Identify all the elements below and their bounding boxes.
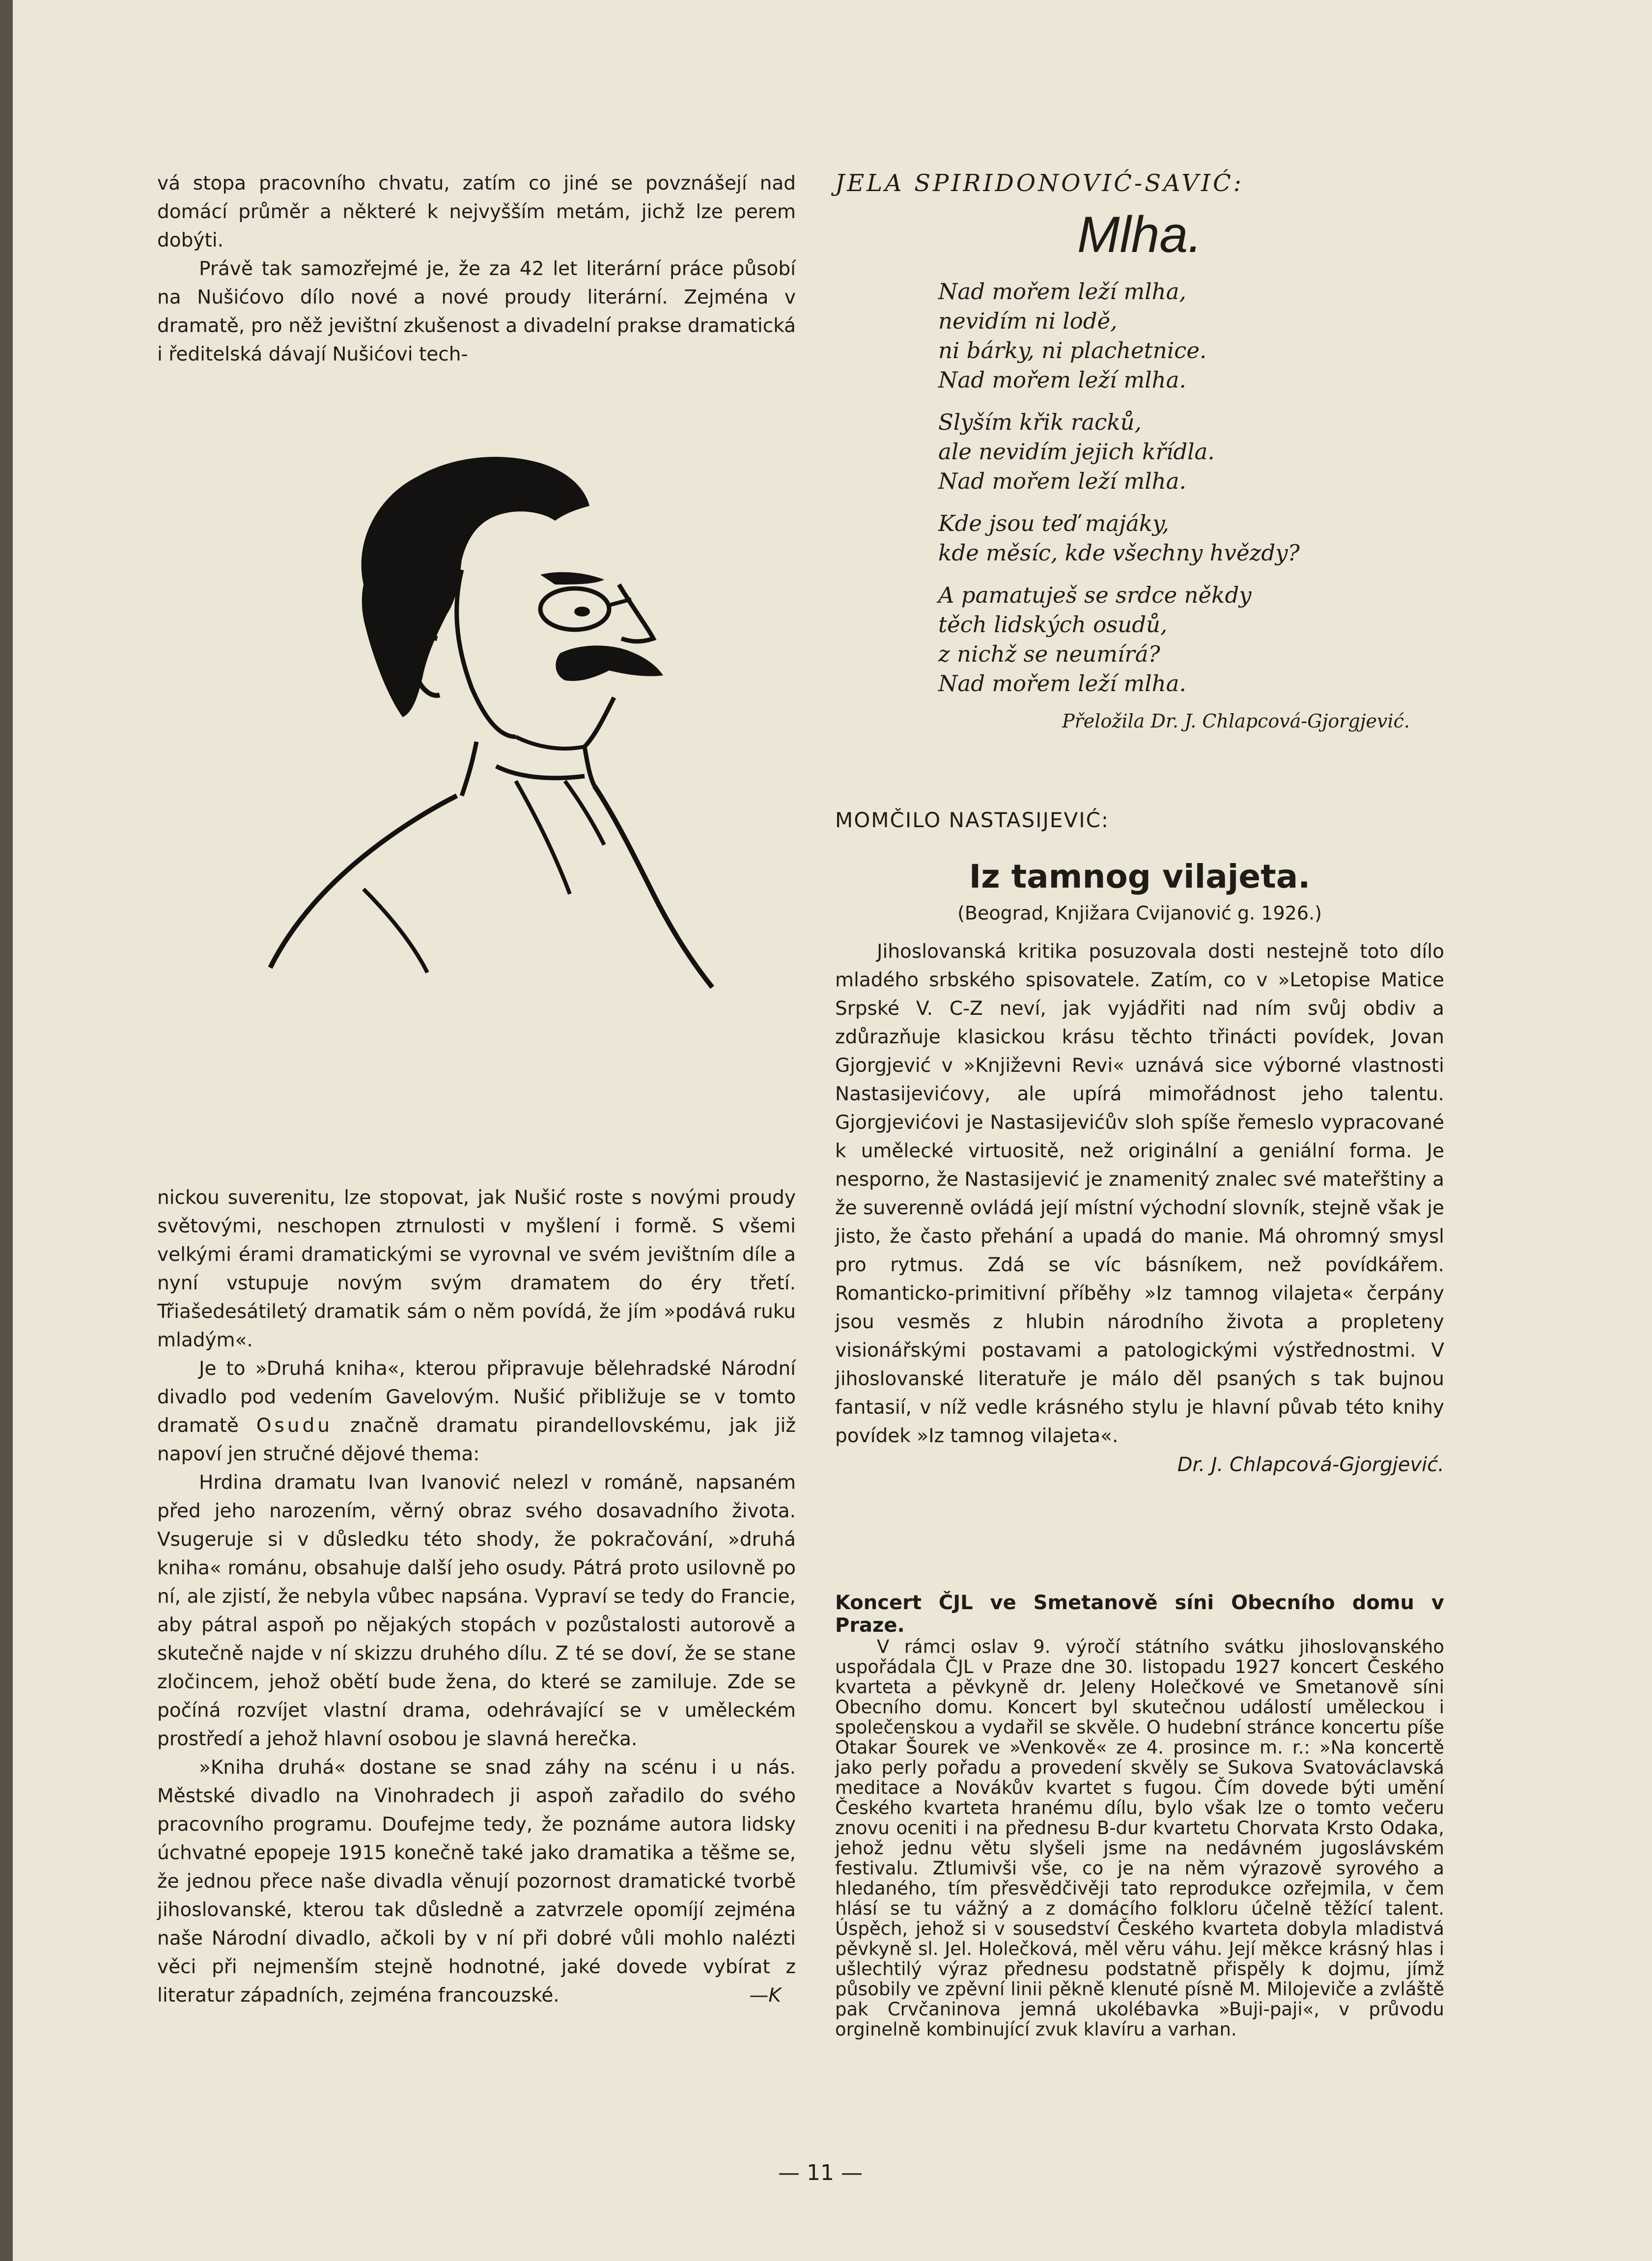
poem-stanza: [938, 408, 1444, 496]
nusic-article-bottom: [157, 1184, 796, 2010]
poem-line: Nad mořem leží mlha,: [938, 279, 1186, 305]
concert-title: Koncert ČJL ve Smetanově síni Obecního domu v Praze.: [835, 1591, 1444, 1637]
poem-author: JELA SPIRIDONOVIĆ-SAVIĆ:: [835, 169, 1244, 197]
poem-line: kde měsíc, kde všechny hvězdy?: [938, 540, 1300, 566]
poem-stanza: [938, 277, 1444, 395]
poem-body: [938, 277, 1444, 698]
poem-line: ale nevidím jejich křídla.: [938, 439, 1215, 465]
page-gutter: [0, 0, 13, 2261]
poem-stanza: [938, 509, 1444, 568]
poem-translator: Přeložila Dr. J. Chlapcová-Gjorgjević.: [1062, 710, 1410, 732]
poem-line: Nad mořem leží mlha.: [938, 468, 1186, 494]
poem-line: nevidím ni lodě,: [938, 308, 1118, 334]
paragraph: [157, 1355, 796, 1469]
nusic-portrait-illustration: [241, 422, 786, 1081]
poem-line: A pamatuješ se srdce někdy: [938, 582, 1252, 608]
poem-line: Nad mořem leží mlha.: [938, 367, 1186, 393]
review-signature: Dr. J. Chlapcová-Gjorgjević.: [1177, 1453, 1444, 1476]
concert-report-section: [835, 1591, 1444, 2039]
book-review-section: [835, 808, 1444, 1476]
review-publication: (Beograd, Knjižara Cvijanović g. 1926.): [957, 902, 1322, 924]
review-author: MOMČILO NASTASIJEVIĆ:: [835, 808, 1110, 832]
poem-line: z nichž se neumírá?: [938, 641, 1160, 667]
text-run: »Kniha druhá« dostane se snad záhy na scénu i u nás. Městské divadlo na Vinohradech ji aspoň zařadilo do svého pracovního programu. Doufejme tedy, že poznáme autora lidsky úchvatné epopeje 1915 konečně také jako dramatika a těšme se, že jednou přece naše divadla věnují pozornost dramatické tvorbě jihoslovanské, kterou tak důsledně a zatvrzele opomíjí zejména naše Národní divadlo, ačkoli by v ní při dobré vůli mohlo nalézti věci při nejmenším stejně hodnotné, jaké dovede vybírat z literatur západních, zejména francouzské.: [157, 1757, 796, 2007]
poem-line: ni bárky, ni plachetnice.: [938, 337, 1207, 363]
paragraph: Jihoslovanská kritika posuzovala dosti nestejně toto dílo mladého srbského spisovatele. Zatím, co v »Letopise Matice Srpské V. C-Z neví, jak vyjádřiti nad ním svůj obdiv a zdůrazňuje klasickou krásu těchto třinácti povídek, Jovan Gjorgjević v »Književni Revi« uznává sice výborné vlastnosti Nastasijevićovy, ale upírá mimořádnost jeho talentu. Gjorgjevićovi je Nastasijevićův sloh spíše řemeslo vypracované k umělecké virtuositě, než originální a geniální forma. Je nesporno, že Nastasijević je znamenitý znalec své mateřštiny a že suverenně ovládá její místní východní slovník, stejně však je jisto, že často přehání a upadá do manie. Má ohromný smysl pro rytmus. Zdá se víc básníkem, než povídkářem. Romanticko-primitivní příběhy »Iz tamnog vilajeta« čerpány jsou vesměs z hlubin národního života a propleteny visionářskými postavami a patologickými výstřednostmi. V jihoslovanské literatuře je málo děl psaných s tak bujnou fantasií, v níž vedle krásného stylu je hlavní půvab této knihy povídek »Iz tamnog vilajeta«.: [835, 941, 1444, 1447]
poem-stanza: [938, 581, 1444, 698]
paragraph: Právě tak samozřejmé je, že za 42 let literární práce působí na Nušićovo dílo nové a nové proudy literární. Zejména v dramatě, pro něž jevištní zkušenost a divadelní prakse dramatická i ředitelská dávají Nušićovi tech-: [157, 258, 796, 365]
paragraph: Hrdina dramatu Ivan Ivanović nelezl v románě, napsaném před jeho narozením, věrný obraz svého dosavadního života. Vsugeruje si v důsledku této shody, že pokračování, »druhá kniha« románu, obsahuje další jeho osudy. Pátrá proto usilovně po ní, ale zjistí, že nebyla vůbec napsána. Vypraví se tedy do Francie, aby pátral aspoň po nějakých stopách v pozůstalosti autorově a skutečně najde v ní skizzu druhého dílu. Z té se doví, že se stane zločincem, jehož obětí bude žena, do které se zamiluje. Zde se počíná rozvíjet vlastní drama, odehrávající se v uměleckém prostředí a jehož hlavní osobou je slavná herečka.: [157, 1472, 796, 1750]
poem-section: [835, 169, 1444, 732]
play-title: Osudu: [256, 1415, 333, 1437]
text-run: Je to »Druhá kniha«, kterou připravuje bělehradské Národní divadlo pod vedením Gavelovým. Nušić přibližuje se v tomto dramatě: [157, 1358, 796, 1437]
page-number: — 11 —: [778, 2160, 863, 2185]
poem-title: Mlha.: [1077, 206, 1203, 263]
poem-line: Slyším křik racků,: [938, 409, 1142, 435]
review-title: Iz tamnog vilajeta.: [969, 858, 1311, 895]
poem-line: Kde jsou teď majáky,: [938, 510, 1169, 536]
nusic-article-top: [157, 169, 796, 369]
paragraph: nickou suverenitu, lze stopovat, jak Nušić roste s novými proudy světovými, neschopen ztrnulosti v myšlení i formě. S všemi velkými érami dramatickými se vyrovnal ve svém jevištním díle a nyní vstupuje novým svým dramatem do éry třetí. Třiašedesátiletý dramatik sám o něm povídá, že jím »podává ruku mladým«.: [157, 1187, 796, 1351]
paragraph: vá stopa pracovního chvatu, zatím co jiné se povznášejí nad domácí průměr a některé k nejvyšším metám, jichž lze perem dobýti.: [157, 172, 796, 251]
text-run: značně dramatu pirandellovskému, jak již napoví jen stručné dějové thema:: [157, 1415, 796, 1465]
paragraph: [157, 1754, 796, 2010]
poem-line: Nad mořem leží mlha.: [938, 670, 1186, 697]
article-signature: —K: [749, 1984, 781, 2007]
paragraph: V rámci oslav 9. výročí státního svátku jihoslovanského uspořádala ČJL v Praze dne 30. listopadu 1927 koncert Českého kvarteta a pěvkyně dr. Jeleny Holečkové ve Smetanově síni Obecního domu. Koncert byl skutečnou událostí uměleckou i společenskou a vydařil se skvěle. O hudební stránce koncertu píše Otakar Šourek ve »Venkově« ze 4. prosince m. r.: »Na koncertě jako perly pořadu a provedení skvěly se Sukova Svatováclavská meditace a Novákův kvartet s fugou. Čím dovede býti umění Českého kvarteta hranému dílu, bylo však lze o tomto večeru znovu oceniti i na přednesu B-dur kvartetu Chorvata Krsto Odaka, jehož jednu větu slyšeli jsme na nedávném jugoslávském festivalu. Ztlumivši vše, co je na něm výrazově syrového a hledaného, tím přesvědčivěji tato reprodukce ozřejmila, v čem hlásí se tu vážný a z domácího folkloru účelně těžící talent. Úspěch, jehož si v sousedství Českého kvarteta dobyla mladistvá pěvkyně sl. Jel. Holečková, měl věru váhu. Její měkce krásný hlas i ušlechtilý výraz přednesu podstatně přispěly k dojmu, jímž působily ve zpěvní linii pěkně klenuté písně M. Milojeviče a zvláště pak Crvčaninova jemná ukolébavka »Buji-paji«, v průvodu orginelně kombinující zvuk klavíru a varhan.: [835, 1636, 1444, 2040]
poem-line: těch lidských osudů,: [938, 612, 1168, 638]
